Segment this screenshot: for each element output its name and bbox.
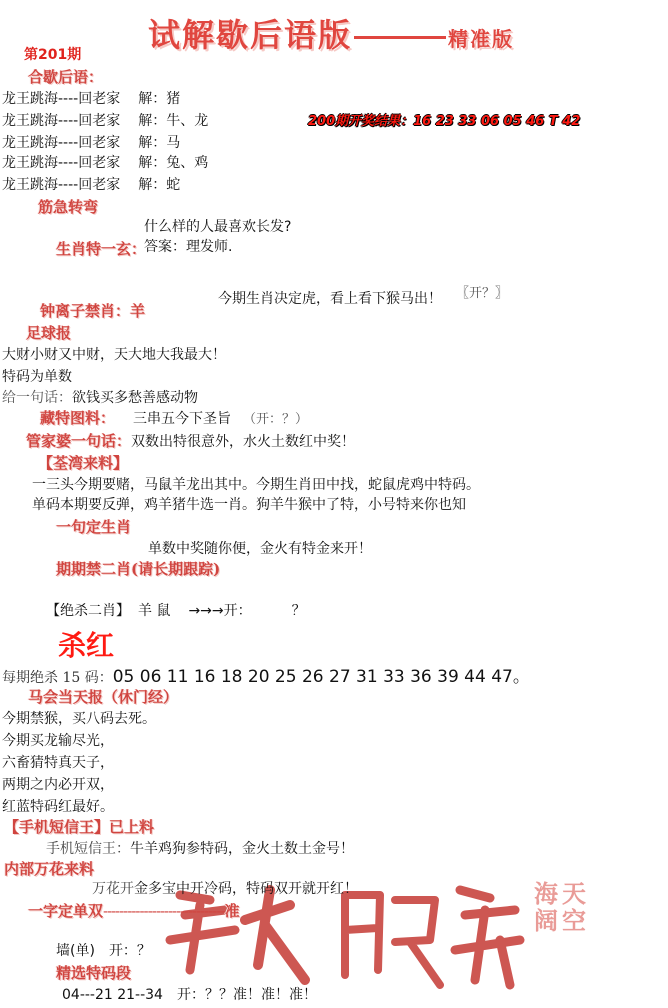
xiehouyu-item: 龙王跳海----回老家 解：马 xyxy=(2,135,181,151)
brain-teaser-heading: 筋急转弯 xyxy=(38,198,99,216)
shengxiao-heading: 生肖特一玄： xyxy=(56,240,147,258)
mahui-line: 红蓝特码红最好。 xyxy=(2,799,114,815)
mahui-line: 两期之内必开双， xyxy=(2,777,114,793)
qiang: 墙(单) 开：？ xyxy=(56,943,151,959)
qiqijin: 期期禁二肖(请长期跟踪) xyxy=(56,560,221,578)
brain-teaser-question: 什么样的人最喜欢长发? xyxy=(144,219,292,235)
title-dash xyxy=(354,36,446,39)
juesha: 【绝杀二肖】 羊 鼠 →→→开： ？ xyxy=(46,603,306,619)
quanwan-heading: 【荃湾来料】 xyxy=(38,454,129,472)
football-line: 大财小财又中财，天大地大我最大！ xyxy=(2,347,226,363)
quanwan-line: 单码本期要反弹，鸡羊猪牛选一肖。狗羊牛猴中了特，小号特来你也知 xyxy=(32,497,466,513)
title-main: 试解歇后语版 xyxy=(148,16,353,54)
xiehouyu-item: 龙王跳海----回老家 解：兔、鸡 xyxy=(2,155,209,171)
wanhua-heading: 内部万花来料 xyxy=(4,860,95,878)
one-sentence: 给一句话：欲钱买多愁善感动物 xyxy=(2,390,198,406)
mahui-line: 今期禁猴，买八码去死。 xyxy=(2,711,156,727)
football-line: 特码为单数 xyxy=(2,369,72,385)
issue-number: 第201期 xyxy=(24,47,82,63)
shengxiao-bracket: 〖开？〗 xyxy=(456,286,509,301)
yizi: 一字定单双------------------------------准 xyxy=(28,902,240,920)
mahui-line: 今期买龙输尽光， xyxy=(2,733,114,749)
shahong-title: 杀红 xyxy=(58,629,115,662)
previous-result: 200期开奖结果：16 23 33 06 05 46 T 42 xyxy=(308,114,581,129)
yijuding-text: 单数中奖随你便，金火有特金来开！ xyxy=(148,541,372,557)
watermark-seal: 海 天 阔 空 xyxy=(534,879,586,935)
xiehouyu-item: 龙王跳海----回老家 解：牛、龙 xyxy=(2,113,209,129)
zhonglizi-heading: 钟离子禁肖：羊 xyxy=(40,302,146,320)
yijuding-heading: 一句定生肖 xyxy=(56,518,132,536)
wanhua-text: 万花开金多宝中开冷码，特码双开就开红！ xyxy=(92,881,358,897)
quanwan-line: 一三头今期要赌，马鼠羊龙出其中。今期生肖田中找，蛇鼠虎鸡中特码。 xyxy=(32,477,480,493)
cangte: 藏特图料： 三串五今下圣旨 （开：？） xyxy=(40,409,309,427)
title-sub: 精准版 xyxy=(448,27,515,51)
mahui-line: 六畜猜特真天子， xyxy=(2,755,114,771)
sms-heading: 【手机短信王】已上料 xyxy=(4,818,155,836)
jingxuan-line: 04---21 21--34 开：？？准！准！准！ xyxy=(62,987,317,1003)
jue15: 每期绝杀 15 码：05 06 11 16 18 20 25 26 27 31 33 36 39 44 47。 xyxy=(2,667,530,687)
mahui-heading: 马会当天报（休门经） xyxy=(28,688,179,706)
brain-teaser-answer: 答案：理发师. xyxy=(144,239,233,255)
guanjiapo: 管家婆一句话：双数出特很意外，水火土数红中奖！ xyxy=(26,432,356,450)
page-title xyxy=(148,10,514,56)
football-heading: 足球报 xyxy=(26,324,72,342)
shengxiao-text: 今期生肖决定虎，看上看下猴马出！ xyxy=(218,291,442,307)
xiehouyu-heading: 合歇后语： xyxy=(28,68,104,86)
xiehouyu-item: 龙王跳海----回老家 解：猪 xyxy=(2,91,181,107)
xiehouyu-item: 龙王跳海----回老家 解：蛇 xyxy=(2,177,181,193)
jingxuan-heading: 精选特码段 xyxy=(56,964,132,982)
sms-text: 手机短信王：牛羊鸡狗参特码，金火土数土金号！ xyxy=(46,841,354,857)
